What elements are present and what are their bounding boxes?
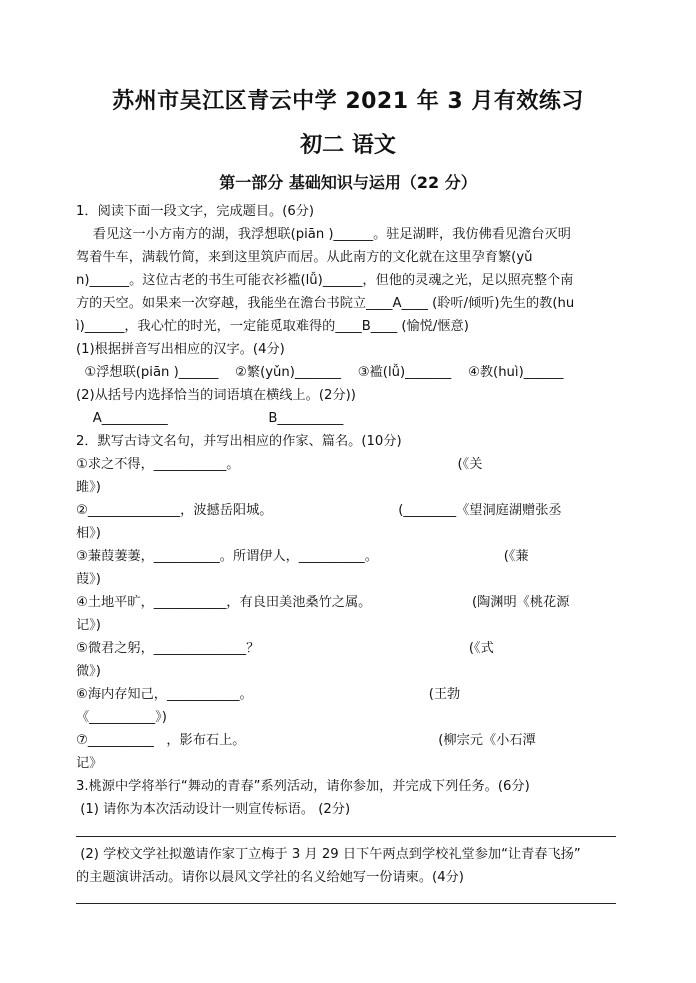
poem-line: 相》) [76,526,101,541]
passage-line: 驾着牛车，满载竹简，来到这里筑庐而居。从此南方的文化就在这里孕育繁(yǔ [76,250,533,265]
poem-line: 记》 [76,756,103,771]
answer-line [76,903,616,904]
poem-line: 雎》) [76,480,101,495]
q1-sub2: (2)从括号内选择恰当的词语填在横线上。(2分)) [76,388,356,403]
poem-line: 微》) [76,664,101,679]
poem-line: ⑤微君之躬，______________？ (《式 [76,641,494,656]
poem-line: ④土地平旷，___________，有良田美池桑竹之属。 (陶渊明《桃花源 [76,595,570,610]
poem-line: ⑦__________ ，影布石上。 (柳宗元《小石潭 [76,733,536,748]
q3-stem: 3.桃源中学将举行“舞动的青春”系列活动，请你参加，并完成下列任务。(6分) [76,779,530,794]
answer-line [76,836,616,837]
poem-line: 《__________》) [76,710,167,725]
poem-line: ②______________，波撼岳阳城。 (________《望洞庭湖赠张丞 [76,503,562,518]
passage-line: ì)______，我心忙的时光，一定能觅取难得的____B____ (愉悦/惬意) [76,319,469,334]
poem-line: 葭》) [76,572,101,587]
q2-stem: 2．默写古诗文名句，并写出相应的作家、篇名。(10分) [76,434,402,449]
poem-line: ③蒹葭萋萋，__________。所谓伊人，__________。 (《蒹 [76,549,529,564]
q3-sub2-cont: 的主题演讲活动。请你以晨风文学社的名义给她写一份请柬。(4分) [76,870,464,885]
q3-sub1: (1) 请你为本次活动设计一则宣传标语。 (2分) [76,802,351,817]
passage-line: 看见这一小方南方的湖，我浮想联(piān )______。驻足湖畔，我仿佛看见澹台灭明 [76,227,571,242]
q1-sub1-blanks: ①浮想联(piān )______ ②繁(yǔn)_______ ③褴(lǚ)_______ ④教(huì)______ [76,365,564,380]
q1-sub1: (1)根据拼音写出相应的汉字。(4分) [76,342,285,357]
q1-stem: 1．阅读下面一段文字，完成题目。(6分) [76,204,315,219]
exam-subtitle: 初二 语文 [300,133,396,158]
poem-line: 记》) [76,618,101,633]
q3-sub2: (2) 学校文学社拟邀请作家丁立梅于 3 月 29 日下午两点到学校礼堂参加“让青春飞扬” [76,847,581,862]
passage-line: 方的天空。如果来一次穿越，我能坐在澹台书院立____A____ (聆听/倾听)先生的教(hu [76,296,575,311]
section-heading: 第一部分 基础知识与运用（22 分） [219,173,477,192]
passage-line: n)______。这位古老的书生可能衣衫褴(lǚ)______，但他的灵魂之光，足以照亮整个南 [76,273,574,288]
exam-title: 苏州市吴江区青云中学 2021 年 3 月有效练习 [112,89,584,114]
poem-line: ①求之不得，___________。 (《关 [76,457,483,472]
q1-sub2-blanks: A__________ B__________ [76,411,344,426]
poem-line: ⑥海内存知己，___________。 (王勃 [76,687,461,702]
